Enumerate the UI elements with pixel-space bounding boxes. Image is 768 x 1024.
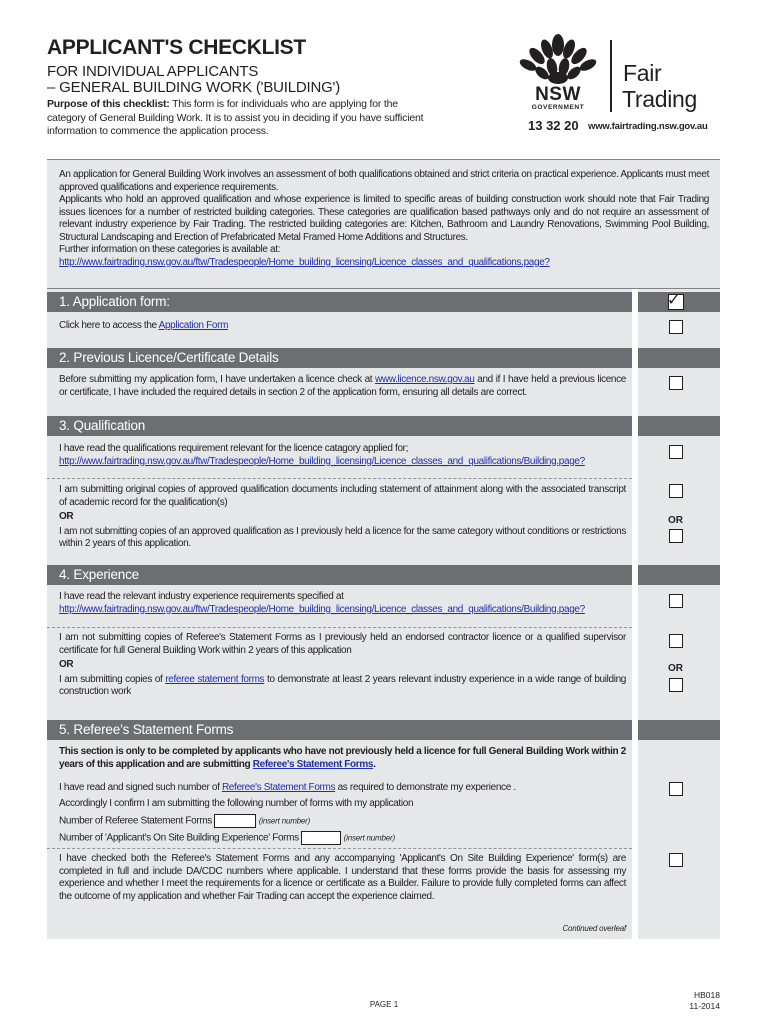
experience-read-row: [59, 591, 626, 616]
section-5-instruction: [59, 746, 626, 771]
onsite-count-input[interactable]: [301, 831, 341, 845]
continued-overleaf: Continued overleaf: [562, 924, 626, 933]
qualification-read-row: [59, 443, 626, 468]
or-label-right: OR: [668, 515, 683, 526]
section-5-header: 5. Referee’s Statement Forms: [47, 720, 632, 740]
checkbox-forms-checked[interactable]: [669, 853, 683, 867]
form-code-date: 11-2014: [689, 1001, 720, 1011]
referee-count-input[interactable]: [214, 814, 256, 828]
website-url: www.fairtrading.nsw.gov.au: [588, 121, 708, 132]
licence-check-link[interactable]: www.licence.nsw.gov.au: [375, 374, 475, 385]
logo-trading-text: Trading: [622, 86, 698, 112]
onsite-count-row: [59, 831, 626, 845]
referee-submitting-text-a: I am submitting copies of: [59, 673, 166, 685]
intro-text: [59, 169, 709, 269]
checkbox-qualification-read[interactable]: [669, 445, 683, 459]
application-form-text: Click here to access the: [59, 320, 159, 331]
or-label-right: OR: [668, 663, 683, 674]
section-5-instruction-end: .: [373, 758, 376, 770]
licence-check-row: [59, 374, 626, 399]
logo-divider: [610, 40, 612, 112]
qualification-docs-row: [59, 484, 626, 551]
form-code-id: HB018: [694, 990, 720, 1000]
row-divider: [47, 478, 632, 479]
confirm-forms-text: Accordingly I confirm I am submitting the following number of forms with my application: [59, 797, 414, 809]
section-5-instruction-text: This section is only to be completed by applicants who have not previously held a licence for full General Building Work within 2 years of this application and are submitting: [59, 746, 626, 770]
or-label: OR: [59, 511, 74, 522]
licence-classes-link[interactable]: http://www.fairtrading.nsw.gov.au/ftw/Tradespeople/Home_building_licensing/Licence_classes_and_qualifications.page?: [59, 256, 550, 268]
qualification-requirements-link[interactable]: http://www.fairtrading.nsw.gov.au/ftw/Tradespeople/Home_building_licensing/Licence_classes_and_qualifications/Building.page?: [59, 455, 585, 467]
checkbox-referee-not-submitting[interactable]: [669, 634, 683, 648]
referee-not-submitting-row: [59, 632, 626, 699]
purpose-text: This form is for individuals who are applying for the category of General Building Work. It is to assist you in deciding if you have sufficient information to commence the application process.: [47, 98, 424, 137]
column-separator: [632, 289, 638, 939]
referee-not-submitting-text: I am not submitting copies of Referee's Statement Forms as I previously held an endorsed contractor licence or a qualified supervisor certificate for full General Building Work within 2 years of this application: [59, 632, 626, 656]
intro-paragraph-1: An application for General Building Work involves an assessment of both qualifications obtained and strict criteria on practical experience. Applicants must meet approved qualifications and experience requirements.: [59, 169, 709, 193]
section-2-header: 2. Previous Licence/Certificate Details: [47, 348, 632, 368]
subtitle-individual-applicants: FOR INDIVIDUAL APPLICANTS: [47, 63, 259, 80]
checkbox-referee-signed[interactable]: [669, 782, 683, 796]
or-label: OR: [59, 659, 74, 670]
application-form-row: [59, 320, 228, 333]
qualification-not-submitting-text: I am not submitting copies of an approved qualification as I previously held a licence for the same category without conditions or restrictions within 2 years of this application.: [59, 525, 626, 549]
section-4-header-check-col: [638, 565, 720, 585]
logo-nsw-text: NSW: [535, 84, 581, 105]
checkbox-experience-read[interactable]: [669, 594, 683, 608]
check-mark-icon: ✓: [667, 292, 681, 309]
application-form-link[interactable]: Application Form: [158, 320, 229, 331]
qualification-read-text: I have read the qualifications requirement relevant for the licence catagory applied for;: [59, 443, 409, 454]
section-2-header-check-col: [638, 348, 720, 368]
checkbox-licence-check[interactable]: [669, 376, 683, 390]
section-3-header: 3. Qualification: [47, 416, 632, 436]
insert-number-note: (insert number): [343, 833, 395, 843]
purpose-statement: [47, 98, 432, 139]
form-code: [680, 990, 720, 1012]
waratah-logo-icon: [518, 33, 598, 85]
qualification-docs-text: I am submitting original copies of approved qualification documents including statement of attainment along with the associated transcript of academic record for the qualification(s): [59, 484, 626, 508]
section-3-header-check-col: [638, 416, 720, 436]
intro-paragraph-3: Further information on these categories is available at:: [59, 244, 281, 255]
checkbox-application-form[interactable]: [669, 320, 683, 334]
subtitle-general-building-work: – GENERAL BUILDING WORK ('BUILDING'): [47, 79, 341, 96]
section-4-header: 4. Experience: [47, 565, 632, 585]
intro-paragraph-2: Applicants who hold an approved qualification and whose experience is limited to specific areas of building construction work should note that Fair Trading issues licences for a number of restricted building categories. These categories are qualification based pathways only and do not require an assessment of relevant industry experience by Fair Trading. The restricted building categories are: Kitchen, Bathroom and Laundry Renovations, Swimming Pool Building, Structural Landscaping and Erection of Prefabricated Metal Framed Home Additions and Structures.: [59, 194, 709, 243]
referee-statement-forms-link-2[interactable]: Referee's Statement Forms: [221, 782, 336, 793]
insert-number-note: (insert number): [258, 816, 311, 826]
experience-requirements-link[interactable]: http://www.fairtrading.nsw.gov.au/ftw/Tradespeople/Home_building_licensing/Licence_classes_and_qualifications/Building.page?: [59, 603, 585, 615]
referee-signed-text-b: as required to demonstrate my experience .: [335, 782, 516, 793]
purpose-label: Purpose of this checklist:: [47, 98, 170, 110]
referee-statement-forms-link[interactable]: referee statement forms: [165, 673, 265, 685]
referee-count-label: Number of Referee Statement Forms: [59, 815, 212, 827]
forms-checked-text: I have checked both the Referee's Statement Forms and any accompanying 'Applicant's On Site Building Experience' form(s) are completed in full and include DA/CDC numbers where applicable. I understand that these forms provide the basis for assessing my experience and whether I meet the requirements for a licence or certificate as a Builder. Failure to provide fully completed forms can affect the outcome of my application and whether Fair Trading can accept the experience claimed.: [59, 853, 626, 902]
referee-signed-row: [59, 782, 626, 845]
row-divider: [47, 627, 632, 628]
phone-number: 13 32 20: [528, 118, 579, 133]
page-title: APPLICANT'S CHECKLIST: [47, 36, 306, 59]
onsite-count-label: Number of 'Applicant's On Site Building Experience' Forms: [59, 832, 299, 844]
referee-submitting-text-b: to demonstrate at least 2 years relevant industry experience in a wide range of building construction work: [59, 673, 626, 697]
licence-check-text-a: Before submitting my application form, I have undertaken a licence check at: [59, 374, 376, 385]
section-5-header-check-col: [638, 720, 720, 740]
checkbox-qualification-not-submitting[interactable]: [669, 529, 683, 543]
row-divider: [47, 848, 632, 849]
licence-check-text-b: and if I have held a previous licence or certificate, I have included the required details in section 2 of the application form, ensuring all details are correct.: [59, 374, 627, 398]
logo-government-text: GOVERNMENT: [531, 104, 585, 111]
referee-count-row: [59, 814, 626, 828]
section-1-header: 1. Application form:: [47, 292, 632, 312]
checkbox-qualification-docs[interactable]: [669, 484, 683, 498]
referee-signed-text-a: I have read and signed such number of: [59, 782, 222, 793]
experience-read-text: I have read the relevant industry experience requirements specified at: [59, 591, 344, 602]
logo-fair-text: Fair: [623, 60, 662, 86]
page-number: PAGE 1: [369, 1000, 399, 1009]
checkbox-referee-submitting[interactable]: [669, 678, 683, 692]
referee-forms-bold-link[interactable]: Referee's Statement Forms: [252, 758, 374, 770]
